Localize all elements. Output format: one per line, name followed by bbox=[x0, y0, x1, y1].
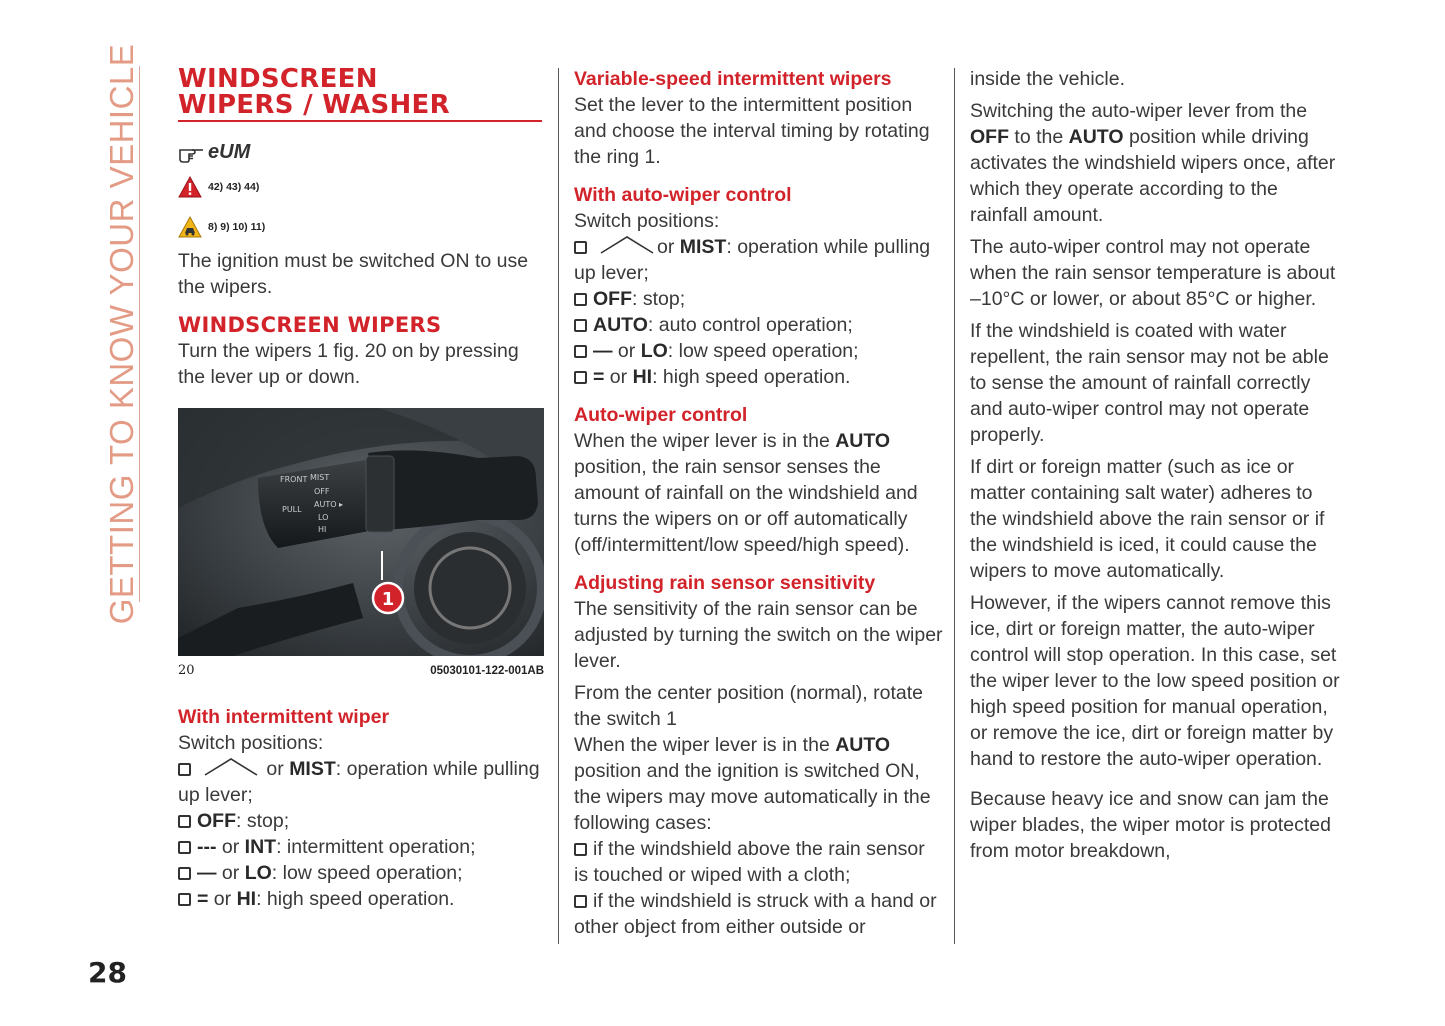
variable-speed-heading: Variable-speed intermittent wipers bbox=[574, 68, 892, 90]
column-2 bbox=[574, 66, 944, 940]
intermittent-heading: With intermittent wiper bbox=[178, 706, 390, 728]
list-item: --- or INT: intermittent operation; bbox=[178, 834, 544, 860]
auto-move-text: When the wiper lever is in the AUTO position and the ignition is switched ON, the wipers may move automatically in the following cases: bbox=[574, 734, 931, 834]
reference-hand-row bbox=[178, 138, 544, 166]
list-item: = or HI: high speed operation. bbox=[574, 364, 944, 390]
checkbox-bullet-icon bbox=[574, 345, 587, 358]
danger-warning-row bbox=[178, 172, 544, 202]
caution-refs: 8) 9) 10) 11) bbox=[208, 221, 266, 233]
side-section-tab bbox=[103, 43, 140, 625]
svg-text:OFF: OFF bbox=[314, 487, 330, 496]
paragraph: The auto-wiper control may not operate when the rain sensor temperature is about –10°C or lower, or about 85°C or higher. bbox=[970, 236, 1336, 310]
column-3 bbox=[970, 66, 1340, 864]
figure-code: 05030101-122-001AB bbox=[430, 665, 544, 677]
switch-positions-label: Switch positions: bbox=[574, 210, 720, 232]
danger-warning-icon bbox=[178, 176, 202, 198]
paragraph: If dirt or foreign matter (such as ice or matter containing salt water) adheres to the windshield above the rain sensor or if the windshield is iced, it could cause the wipers to move automatically. bbox=[970, 456, 1325, 582]
column-divider bbox=[558, 68, 559, 944]
list-item: OFF: stop; bbox=[574, 286, 944, 312]
wipers-section-title: WINDSCREEN WIPERS bbox=[178, 313, 442, 337]
svg-text:AUTO ▸: AUTO ▸ bbox=[314, 500, 344, 509]
checkbox-bullet-icon bbox=[574, 895, 587, 908]
wiper-lever-photo bbox=[178, 408, 544, 656]
mist-caret-icon bbox=[203, 757, 259, 777]
column-divider bbox=[954, 68, 955, 944]
ignition-note: The ignition must be switched ON to use the wipers. bbox=[178, 250, 529, 298]
paragraph: Switching the auto-wiper lever from the OFF to the AUTO position while driving activates the windshield wipers once, after which they operate according to the rainfall amount. bbox=[970, 100, 1336, 226]
auto-wiper-heading: With auto-wiper control bbox=[574, 184, 792, 206]
list-item: if the windshield above the rain sensor is touched or wiped with a cloth; bbox=[574, 838, 925, 886]
section-title-vertical: GETTING TO KNOW YOUR VEHICLE bbox=[103, 43, 140, 625]
checkbox-bullet-icon bbox=[178, 763, 191, 776]
list-item: — or LO: low speed operation; bbox=[574, 338, 944, 364]
mist-caret-icon bbox=[599, 235, 655, 255]
pointing-hand-icon bbox=[178, 141, 206, 163]
switch-positions-label: Switch positions: bbox=[178, 732, 324, 754]
variable-speed-text: Set the lever to the intermittent position and choose the interval timing by rotating the ring 1. bbox=[574, 94, 930, 168]
caution-warning-row bbox=[178, 212, 544, 242]
column-1 bbox=[178, 66, 544, 912]
svg-text:LO: LO bbox=[318, 513, 329, 522]
danger-refs: 42) 43) 44) bbox=[208, 181, 260, 193]
svg-text:FRONT: FRONT bbox=[280, 475, 308, 484]
figure-number: 20 bbox=[178, 663, 195, 678]
paragraph: If the windshield is coated with water repellent, the rain sensor may not be able to sense the amount of rainfall correctly and auto-wiper control may not operate properly. bbox=[970, 320, 1329, 446]
auto-wiper-control-heading: Auto-wiper control bbox=[574, 404, 748, 426]
caution-warning-icon bbox=[178, 216, 202, 238]
checkbox-bullet-icon bbox=[178, 893, 191, 906]
svg-text:HI: HI bbox=[318, 525, 327, 534]
title-line-1: WINDSCREEN bbox=[178, 64, 378, 94]
checkbox-bullet-icon bbox=[574, 293, 587, 306]
title-line-2: WIPERS / WASHER bbox=[178, 90, 450, 120]
list-item: AUTO: auto control operation; bbox=[574, 312, 944, 338]
sensitivity-heading: Adjusting rain sensor sensitivity bbox=[574, 572, 876, 594]
page-number: 28 bbox=[88, 956, 127, 989]
svg-text:MIST: MIST bbox=[310, 473, 330, 482]
checkbox-bullet-icon bbox=[574, 241, 587, 254]
auto-wiper-control-text: When the wiper lever is in the AUTO position, the rain sensor senses the amount of rainfall on the windshield and turns the wipers on or off automatically (off/intermittent/low speed/high speed). bbox=[574, 430, 918, 556]
checkbox-bullet-icon bbox=[574, 319, 587, 332]
sensitivity-text: The sensitivity of the rain sensor can be adjusted by turning the switch on the wiper lever. bbox=[574, 598, 943, 672]
checkbox-bullet-icon bbox=[178, 867, 191, 880]
checkbox-bullet-icon bbox=[574, 371, 587, 384]
list-item: if the windshield is struck with a hand or other object from either outside or bbox=[574, 890, 937, 938]
hand-reference-label: eUM bbox=[208, 141, 251, 163]
paragraph: However, if the wipers cannot remove this ice, dirt or foreign matter, the auto-wiper control will stop operation. In this case, set the wiper lever to the low speed position or high speed position for manual operation, or remove the ice, dirt or foreign matter by hand to restore the auto-wiper operation. bbox=[970, 592, 1340, 770]
checkbox-bullet-icon bbox=[574, 843, 587, 856]
list-item: or MIST: operation while pulling up lever; bbox=[574, 236, 931, 284]
figure-caption bbox=[178, 664, 544, 678]
figure-callout: 1 bbox=[381, 589, 395, 610]
paragraph: Because heavy ice and snow can jam the wiper blades, the wiper motor is protected from motor breakdown, bbox=[970, 788, 1331, 862]
paragraph: inside the vehicle. bbox=[970, 68, 1126, 90]
list-item: — or LO: low speed operation; bbox=[178, 860, 544, 886]
list-item: = or HI: high speed operation. bbox=[178, 886, 544, 912]
page-title bbox=[178, 66, 542, 122]
checkbox-bullet-icon bbox=[178, 815, 191, 828]
svg-text:PULL: PULL bbox=[282, 505, 302, 514]
center-position-text: From the center position (normal), rotate the switch 1 bbox=[574, 682, 923, 730]
list-item: OFF: stop; bbox=[178, 808, 544, 834]
list-item: or MIST: operation while pulling up lever; bbox=[178, 758, 540, 806]
checkbox-bullet-icon bbox=[178, 841, 191, 854]
wipers-section-text: Turn the wipers 1 fig. 20 on by pressing the lever up or down. bbox=[178, 340, 519, 388]
